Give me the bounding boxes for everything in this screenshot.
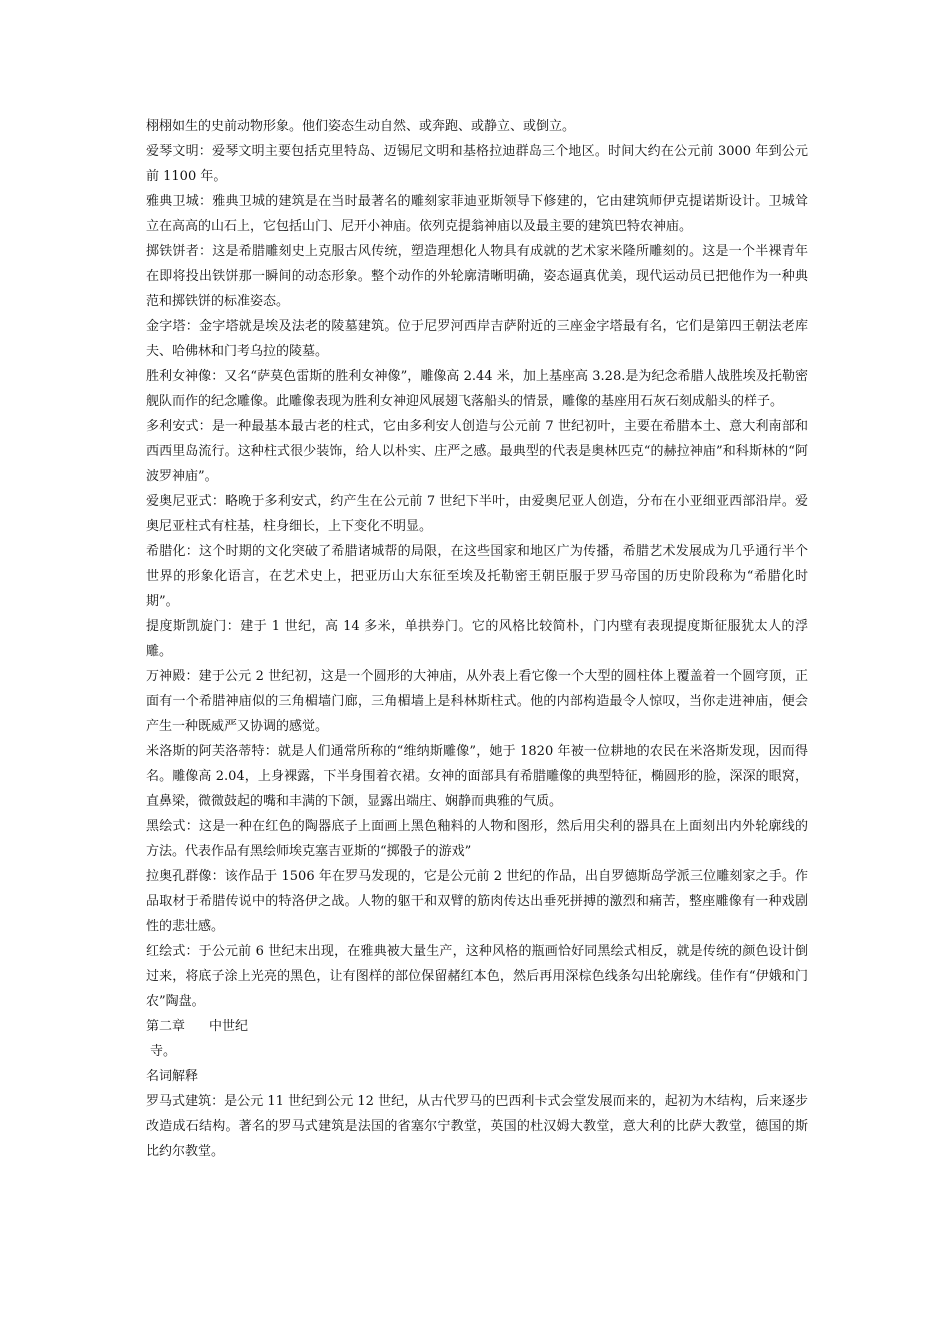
paragraph-venus-de-milo: 米洛斯的阿芙洛蒂特：就是人们通常所称的“维纳斯雕像”，她于 1820 年被一位耕地的农民在米洛斯发现，因而得名。雕像高 2.04，上身裸露，下半身围着衣裙。女神的面部具有希腊雕像的典型特征，椭圆形的脸，深深的眼窝，直鼻梁，微微鼓起的嘴和丰满的下颌，显露出端庄、娴静而典雅的气质。 xyxy=(146,744,808,809)
paragraph-nike: 胜利女神像：又名“萨莫色雷斯的胜利女神像”，雕像高 2.44 米，加上基座高 3.28.是为纪念希腊人战胜埃及托勒密舰队而作的纪念雕像。此雕像表现为胜利女神迎风展翅飞落船头的情景，雕像的基座用石灰石刻成船头的样子。 xyxy=(146,369,808,409)
paragraph-black-figure: 黑绘式：这是一种在红色的陶器底子上面画上黑色釉料的人物和图形，然后用尖利的器具在上面刻出内外轮廓线的方法。代表作品有黑绘师埃克塞吉亚斯的“掷骰子的游戏” xyxy=(146,819,808,859)
paragraph-discobolus: 掷铁饼者：这是希腊雕刻史上克服古风传统，塑造理想化人物具有成就的艺术家米隆所雕刻的。这是一个半裸青年在即将投出铁饼那一瞬间的动态形象。整个动作的外轮廓清晰明确，姿态逼真优美，现代运动员已把他作为一种典范和掷铁饼的标准姿态。 xyxy=(146,244,808,309)
paragraph-hellenistic: 希腊化：这个时期的文化突破了希腊诸城帮的局限，在这些国家和地区广为传播，希腊艺术发展成为几乎通行半个世界的形象化语言，在艺术史上，把亚历山大东征至埃及托勒密王朝臣服于罗马帝国的历史阶段称为“希腊化时期”。 xyxy=(146,544,808,609)
paragraph-acropolis: 雅典卫城：雅典卫城的建筑是在当时最著名的雕刻家菲迪亚斯领导下修建的，它由建筑师伊克提诺斯设计。卫城耸立在高高的山石上，它包括山门、尼开小神庙。依列克提翁神庙以及最主要的建筑巴特农神庙。 xyxy=(146,194,808,234)
chapter-title: 中世纪 xyxy=(209,1019,249,1034)
paragraph-aegean: 爱琴文明：爱琴文明主要包括克里特岛、迈锡尼文明和基格拉迪群岛三个地区。时间大约在公元前 3000 年到公元前 1100 年。 xyxy=(146,144,808,184)
document-page xyxy=(146,114,808,1164)
paragraph: 栩栩如生的史前动物形象。他们姿态生动自然、或奔跑、或静立、或倒立。 xyxy=(146,119,576,134)
paragraph-red-figure: 红绘式：于公元前 6 世纪末出现，在雅典被大量生产，这种风格的瓶画恰好同黑绘式相反，就是传统的颜色设计倒过来，将底子涂上光亮的黑色，让有图样的部位保留赭红本色，然后再用深棕色线条勾出轮廓线。佳作有“伊娥和门农”陶盘。 xyxy=(146,944,808,1009)
paragraph-arch-of-titus: 提度斯凯旋门：建于 1 世纪，高 14 多米，单拱券门。它的风格比较简朴，门内壁有表现提度斯征服犹太人的浮雕。 xyxy=(146,619,808,659)
paragraph-ionic: 爱奥尼亚式：略晚于多利安式，约产生在公元前 7 世纪下半叶，由爱奥尼亚人创造，分布在小亚细亚西部沿岸。爱奥尼亚柱式有柱基，柱身细长，上下变化不明显。 xyxy=(146,494,808,534)
paragraph-romanesque: 罗马式建筑：是公元 11 世纪到公元 12 世纪，从古代罗马的巴西利卡式会堂发展而来的，起初为木结构，后来逐步改造成石结构。著名的罗马式建筑是法国的省塞尔宁教堂，英国的杜汉姆大教堂，意大利的比萨大教堂，德国的斯比约尔教堂。 xyxy=(146,1094,808,1159)
section-heading: 名词解释 xyxy=(146,1069,199,1084)
paragraph-pantheon: 万神殿：建于公元 2 世纪初，这是一个圆形的大神庙，从外表上看它像一个大型的圆柱体上覆盖着一个圆穹顶，正面有一个希腊神庙似的三角楣墙门廊，三角楣墙上是科林斯柱式。他的内部构造最令人惊叹，当你走进神庙，便会产生一种既威严又协调的感觉。 xyxy=(146,669,808,734)
chapter-number: 第二章 xyxy=(146,1019,186,1034)
text-fragment: 寺。 xyxy=(150,1044,177,1059)
paragraph-laocoon: 拉奥孔群像：该作品于 1506 年在罗马发现的，它是公元前 2 世纪的作品，出自罗德斯岛学派三位雕刻家之手。作品取材于希腊传说中的特洛伊之战。人物的躯干和双臂的筋肉传达出垂死拼搏的激烈和痛苦，整座雕像有一种戏剧性的悲壮感。 xyxy=(146,869,808,934)
paragraph-pyramid: 金字塔：金字塔就是埃及法老的陵墓建筑。位于尼罗河西岸吉萨附近的三座金字塔最有名，它们是第四王朝法老库夫、哈佛林和门考乌拉的陵墓。 xyxy=(146,319,808,359)
paragraph-doric: 多利安式：是一种最基本最古老的柱式，它由多利安人创造与公元前 7 世纪初叶，主要在希腊本土、意大利南部和西西里岛流行。这种柱式很少装饰，给人以朴实、庄严之感。最典型的代表是奥林匹克“的赫拉神庙”和科斯林的“阿波罗神庙”。 xyxy=(146,419,808,484)
chapter-heading xyxy=(146,1014,808,1039)
